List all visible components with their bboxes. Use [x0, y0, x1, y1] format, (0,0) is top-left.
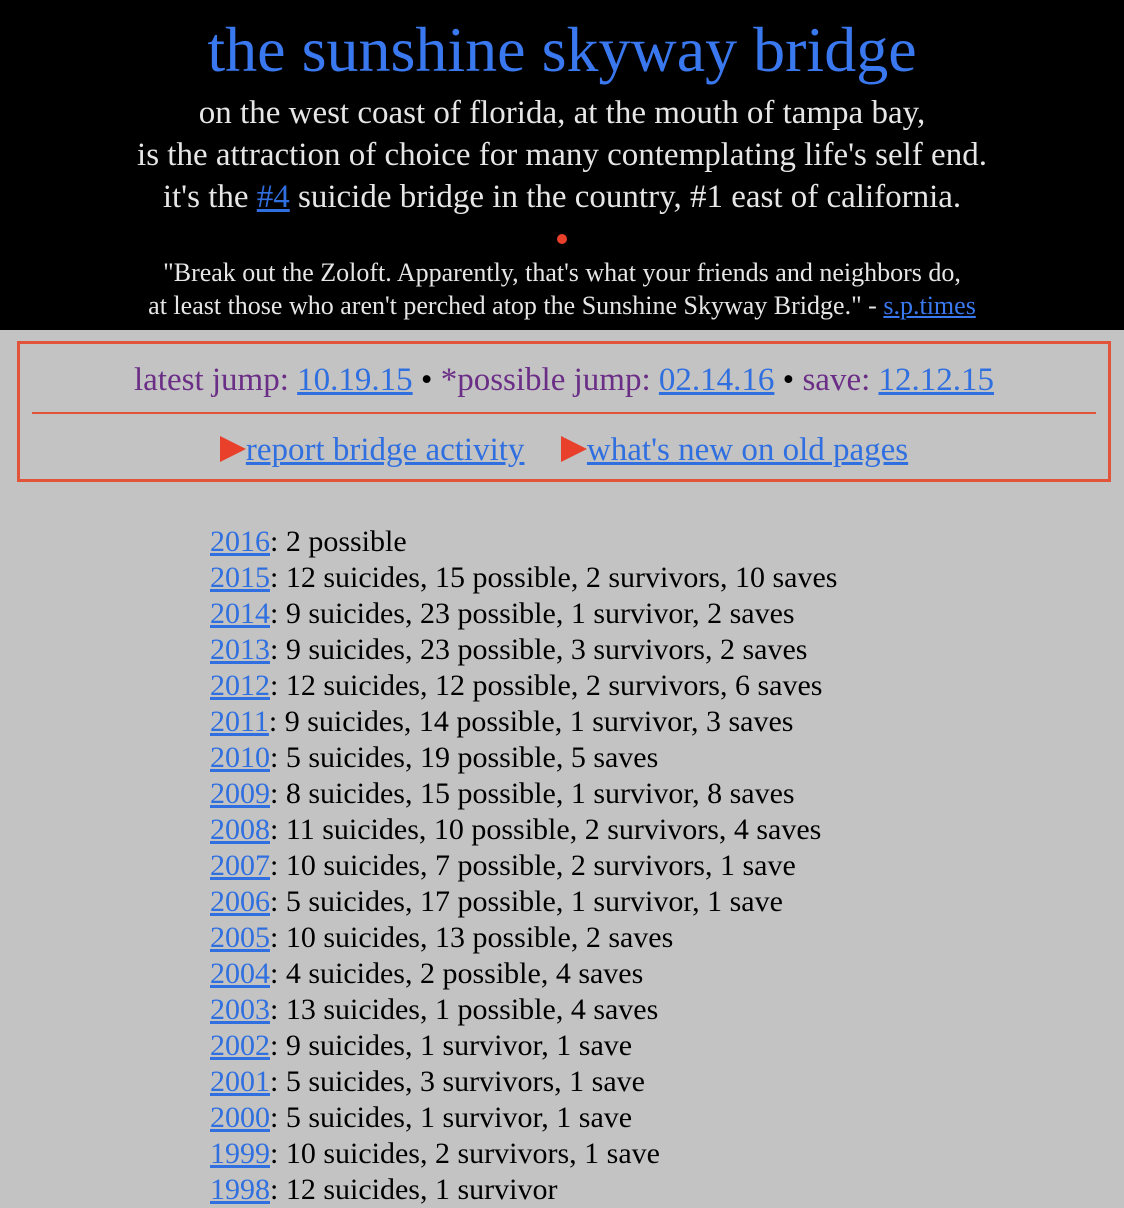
report-activity-link[interactable]: report bridge activity: [245, 432, 525, 468]
year-stats-text: : 5 suicides, 17 possible, 1 survivor, 1 save: [270, 885, 783, 918]
year-stats-item: [210, 1028, 837, 1064]
intro-line: is the attraction of choice for many contemplating life's self end.: [137, 137, 987, 173]
intro-text: [0, 92, 1124, 218]
year-stats-text: : 2 possible: [270, 525, 407, 558]
quote: [0, 256, 1124, 322]
year-stats-item: [210, 920, 837, 956]
year-stats-item: [210, 812, 837, 848]
year-link[interactable]: 2001: [210, 1065, 270, 1098]
latest-events-row: [20, 360, 1108, 400]
year-stats-text: : 12 suicides, 1 survivor: [270, 1173, 558, 1206]
year-stats-item: [210, 992, 837, 1028]
year-stats-item: [210, 740, 837, 776]
year-stats-text: : 10 suicides, 2 survivors, 1 save: [270, 1137, 660, 1170]
year-link[interactable]: 2009: [210, 777, 270, 810]
status-box: [17, 341, 1111, 482]
year-stats-text: : 4 suicides, 2 possible, 4 saves: [270, 957, 644, 990]
year-stats-text: : 5 suicides, 19 possible, 5 saves: [270, 741, 659, 774]
year-link[interactable]: 2006: [210, 885, 270, 918]
year-stats-text: : 5 suicides, 1 survivor, 1 save: [270, 1101, 633, 1134]
intro-text-before: it's the: [162, 179, 257, 215]
quote-text: at least those who aren't perched atop the Sunshine Skyway Bridge." -: [148, 291, 884, 320]
year-link[interactable]: 2013: [210, 633, 270, 666]
year-link[interactable]: 2003: [210, 993, 270, 1026]
year-link[interactable]: 2005: [210, 921, 270, 954]
year-stats-text: : 13 suicides, 1 possible, 4 saves: [270, 993, 659, 1026]
year-link[interactable]: 2010: [210, 741, 270, 774]
year-stats-item: [210, 596, 837, 632]
triangle-right-icon: [220, 436, 246, 462]
year-stats-item: [210, 668, 837, 704]
divider: [32, 412, 1096, 414]
year-link[interactable]: 2014: [210, 597, 270, 630]
quote-source-link[interactable]: s.p.times: [883, 291, 976, 320]
year-link[interactable]: 2002: [210, 1029, 270, 1062]
latest-jump-link[interactable]: 10.19.15: [297, 362, 413, 398]
year-link[interactable]: 1999: [210, 1137, 270, 1170]
latest-jump-label: latest jump:: [133, 362, 298, 398]
year-stats-item: [210, 776, 837, 812]
intro-text-after: suicide bridge in the country, #1 east of california.: [289, 179, 962, 215]
year-stats-text: : 9 suicides, 1 survivor, 1 save: [270, 1029, 633, 1062]
year-stats-item: [210, 848, 837, 884]
save-label: save:: [794, 362, 879, 398]
year-stats-text: : 12 suicides, 12 possible, 2 survivors, 6 saves: [270, 669, 823, 702]
year-stats-text: : 10 suicides, 7 possible, 2 survivors, 1 save: [270, 849, 796, 882]
year-stats-text: : 9 suicides, 23 possible, 3 survivors, 2 saves: [270, 633, 808, 666]
year-link[interactable]: 2015: [210, 561, 270, 594]
year-stats-text: : 11 suicides, 10 possible, 2 survivors, 4 saves: [270, 813, 822, 846]
activity-links-row: [20, 430, 1108, 470]
rank-link[interactable]: #4: [256, 179, 290, 215]
page-title: the sunshine skyway bridge: [207, 14, 917, 85]
year-stats-item: [210, 524, 837, 560]
year-stats-item: [210, 1064, 837, 1100]
year-stats-list: [210, 524, 837, 1208]
year-stats-text: : 8 suicides, 15 possible, 1 survivor, 8 saves: [270, 777, 795, 810]
year-stats-text: : 10 suicides, 13 possible, 2 saves: [270, 921, 674, 954]
quote-line: "Break out the Zoloft. Apparently, that's what your friends and neighbors do,: [163, 258, 961, 287]
year-stats-item: [210, 1172, 837, 1208]
year-stats-text: : 9 suicides, 23 possible, 1 survivor, 2 saves: [270, 597, 795, 630]
year-link[interactable]: 2011: [210, 705, 269, 738]
year-link[interactable]: 2008: [210, 813, 270, 846]
quote-line: [0, 289, 1124, 322]
year-stats-text: : 5 suicides, 3 survivors, 1 save: [270, 1065, 645, 1098]
year-stats-item: [210, 956, 837, 992]
year-link[interactable]: 2016: [210, 525, 270, 558]
year-link[interactable]: 2000: [210, 1101, 270, 1134]
year-stats-item: [210, 560, 837, 596]
separator: •: [782, 362, 795, 398]
year-stats-text: : 12 suicides, 15 possible, 2 survivors, 10 saves: [270, 561, 838, 594]
year-stats-text: : 9 suicides, 14 possible, 1 survivor, 3 saves: [268, 705, 794, 738]
intro-line: [0, 176, 1124, 218]
possible-jump-label: *possible jump:: [432, 362, 659, 398]
possible-jump-link[interactable]: 02.14.16: [658, 362, 775, 398]
year-link[interactable]: 2004: [210, 957, 270, 990]
red-dot-bullet: [557, 234, 567, 244]
year-stats-item: [210, 632, 837, 668]
year-stats-item: [210, 704, 837, 740]
save-link[interactable]: 12.12.15: [878, 362, 995, 398]
separator: •: [420, 362, 433, 398]
year-link[interactable]: 1998: [210, 1173, 270, 1206]
year-link[interactable]: 2012: [210, 669, 270, 702]
year-link[interactable]: 2007: [210, 849, 270, 882]
whats-new-link[interactable]: what's new on old pages: [586, 432, 909, 468]
intro-line: on the west coast of florida, at the mouth of tampa bay,: [198, 95, 926, 131]
year-stats-item: [210, 1100, 837, 1136]
year-stats-item: [210, 1136, 837, 1172]
year-stats-item: [210, 884, 837, 920]
triangle-right-icon: [561, 436, 587, 462]
page-header: [0, 0, 1124, 330]
